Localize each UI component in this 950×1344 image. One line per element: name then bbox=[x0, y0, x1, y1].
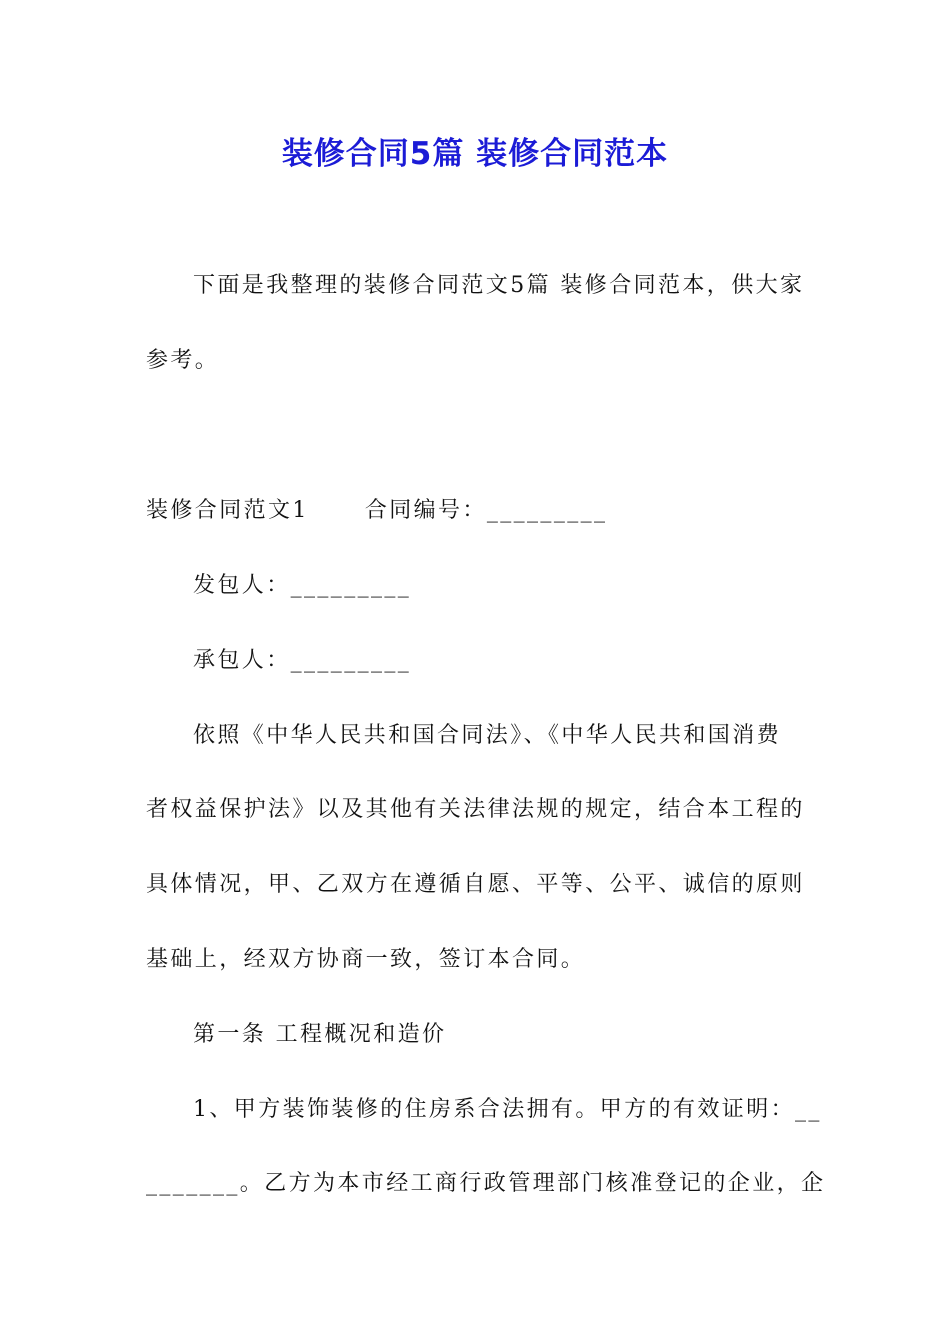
contract-number: 合同编号：_________ bbox=[364, 498, 608, 523]
clause-1-line-1: 1、甲方装饰装修的住房系合法拥有。甲方的有效证明：__ bbox=[193, 1097, 822, 1122]
basis-line-1: 依照《中华人民共和国合同法》、《中华人民共和国消费 bbox=[193, 723, 782, 748]
section-heading: 装修合同范文1 bbox=[146, 498, 309, 523]
basis-line-4: 基础上，经双方协商一致，签订本合同。 bbox=[146, 947, 586, 972]
section-heading-row bbox=[146, 495, 607, 527]
party-a-line: 发包人：_________ bbox=[193, 573, 412, 598]
basis-line-3: 具体情况，甲、乙双方在遵循自愿、平等、公平、诚信的原则 bbox=[146, 872, 805, 897]
intro-line-2: 参考。 bbox=[146, 348, 220, 373]
basis-line-2: 者权益保护法》以及其他有关法律法规的规定，结合本工程的 bbox=[146, 797, 805, 822]
party-b-line: 承包人：_________ bbox=[193, 648, 412, 673]
document-title: 装修合同5篇 装修合同范本 bbox=[281, 136, 669, 172]
intro-line-1: 下面是我整理的装修合同范文5篇 装修合同范本，供大家 bbox=[193, 273, 805, 298]
clause-1-line-2: _______。乙方为本市经工商行政管理部门核准登记的企业，企 bbox=[146, 1171, 826, 1196]
article-1-heading: 第一条 工程概况和造价 bbox=[193, 1022, 447, 1047]
